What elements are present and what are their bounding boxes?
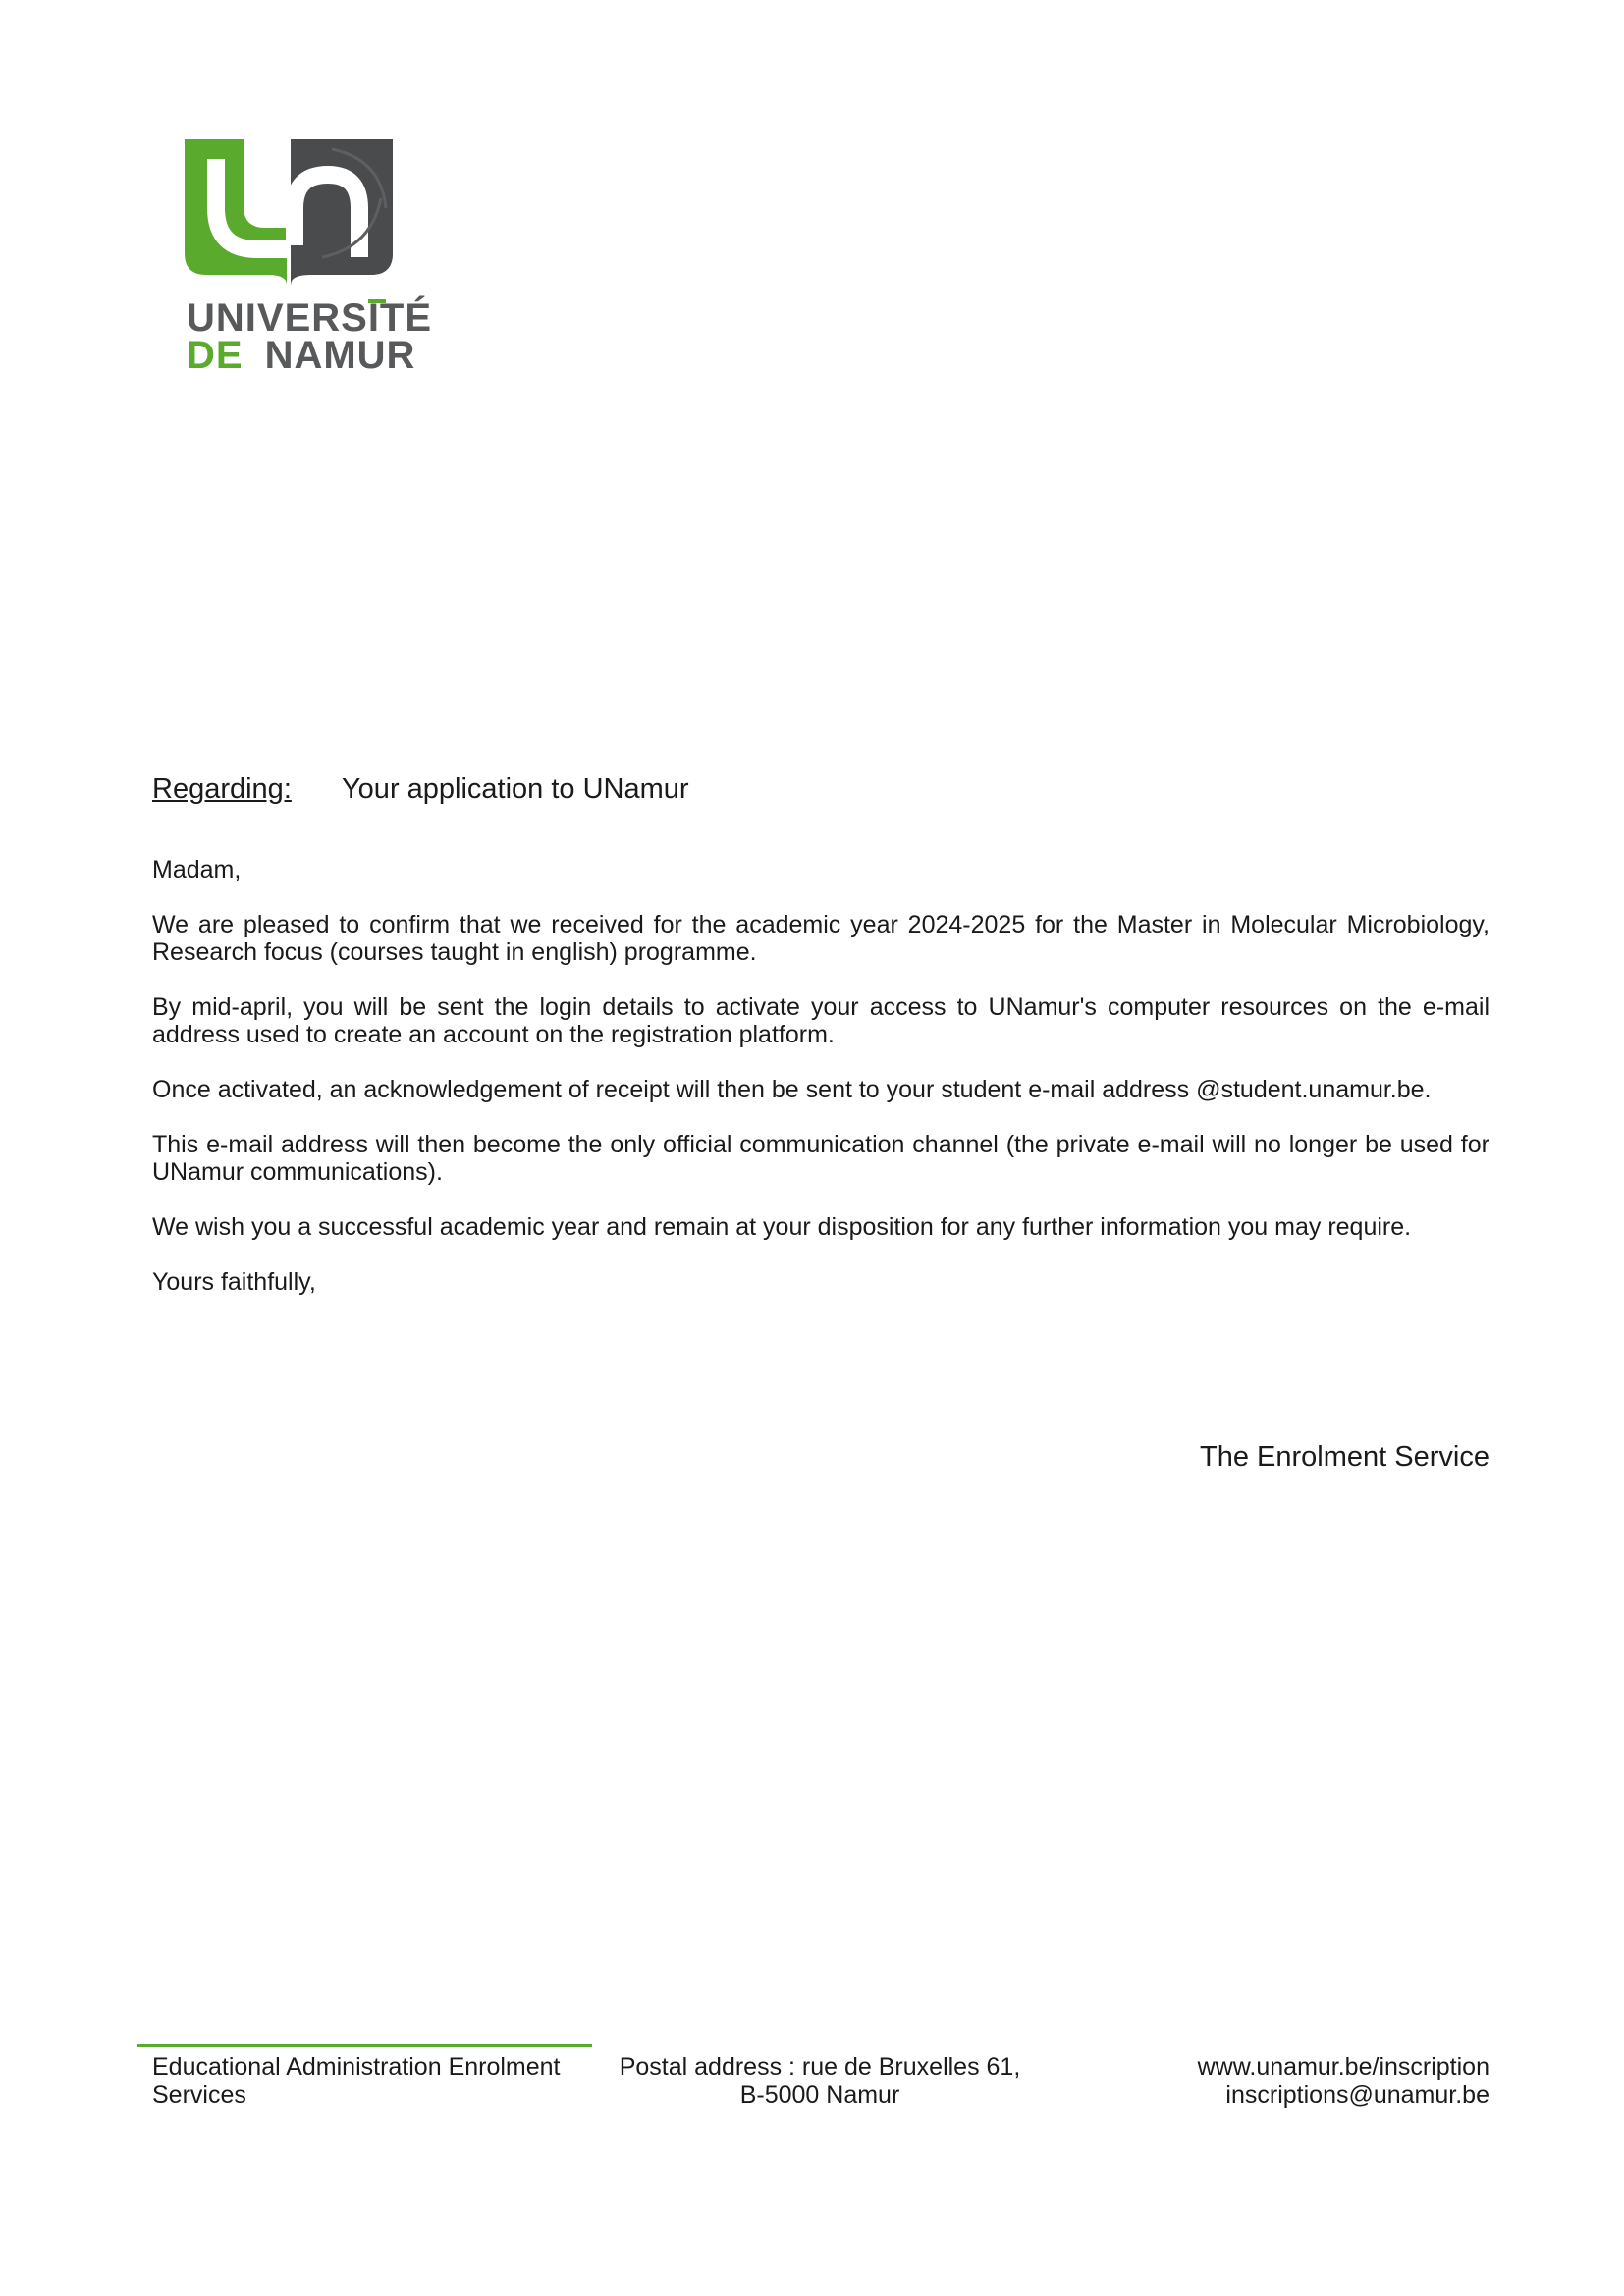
paragraph-official-channel: This e-mail address will then become the only official communication channel (the private e-mail will no longer be used for UNamur communications). <box>152 1131 1489 1186</box>
footer-contact <box>1119 2054 1489 2109</box>
paragraph-acknowledgement: Once activated, an acknowledgement of receipt will then be sent to your student e-mail address @student.unamur.be. <box>152 1076 1432 1103</box>
regarding-label: Regarding: <box>152 774 292 805</box>
logo-text-de-namur <box>187 334 415 378</box>
logo-text-namur: NAMUR <box>264 334 416 377</box>
footer-address-line1: Postal address : rue de Bruxelles 61, <box>619 2054 1021 2081</box>
logo-text-universite: UNIVERSITÉ <box>187 296 433 340</box>
salutation: Madam, <box>152 856 242 883</box>
footer-website: www.unamur.be/inscription <box>1197 2054 1489 2081</box>
footer-department <box>152 2054 594 2109</box>
footer-department-line1: Educational Administration Enrolment <box>152 2054 561 2081</box>
signature: The Enrolment Service <box>1200 1441 1489 1472</box>
logo-text-de: DE <box>187 334 244 377</box>
footer-postal-address <box>609 2054 1031 2109</box>
footer-department-line2: Services <box>152 2081 246 2109</box>
footer-address-line2: B-5000 Namur <box>739 2081 900 2109</box>
regarding-line <box>152 774 689 806</box>
footer-email: inscriptions@unamur.be <box>1225 2081 1489 2109</box>
university-logo <box>185 139 433 377</box>
logo-mark-icon <box>185 139 393 292</box>
paragraph-login-details: By mid-april, you will be sent the login details to activate your access to UNamur's computer resources on the e-mail address used to create an account on the registration platform. <box>152 993 1489 1048</box>
footer-divider <box>137 2044 592 2047</box>
regarding-subject: Your application to UNamur <box>342 774 689 805</box>
closing: Yours faithfully, <box>152 1268 316 1296</box>
paragraph-wishes: We wish you a successful academic year and remain at your disposition for any further information you may require. <box>152 1213 1412 1241</box>
paragraph-confirmation: We are pleased to confirm that we received for the academic year 2024-2025 for the Master in Molecular Microbiology, Research focus (courses taught in english) programme. <box>152 911 1489 966</box>
